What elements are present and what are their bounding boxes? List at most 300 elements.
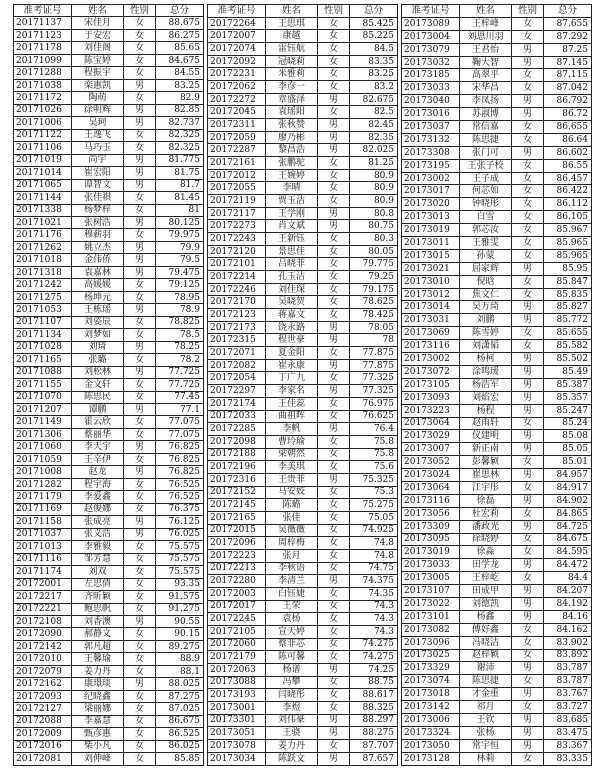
- gender-cell: 男: [512, 713, 544, 726]
- exam-id-cell: 20172060: [208, 638, 266, 651]
- score-cell: 81.775: [156, 154, 204, 166]
- table-row: [208, 701, 398, 714]
- table-row: [14, 653, 204, 665]
- table-row: [14, 17, 204, 29]
- name-cell: 夏金阳: [266, 347, 318, 360]
- exam-id-cell: 20171123: [14, 29, 72, 41]
- gender-cell: 女: [512, 275, 544, 288]
- score-cell: 77.075: [156, 428, 204, 440]
- score-cell: 79.9: [156, 241, 204, 253]
- table-row: [208, 271, 398, 284]
- table-row: [14, 453, 204, 465]
- name-cell: 鲍思帆: [72, 603, 124, 615]
- table-row: [402, 172, 592, 185]
- gender-cell: 女: [124, 229, 156, 241]
- table-row: [402, 224, 592, 237]
- gender-cell: 女: [124, 728, 156, 740]
- gender-cell: 女: [124, 690, 156, 702]
- gender-cell: 女: [318, 676, 350, 689]
- score-cell: 85.582: [544, 340, 592, 353]
- name-cell: 金伟侨: [72, 254, 124, 266]
- exam-id-cell: 20171137: [14, 17, 72, 29]
- name-cell: 屈家辉: [460, 262, 512, 275]
- table-row: [14, 216, 204, 228]
- gender-cell: 男: [512, 314, 544, 327]
- score-cell: 76.525: [156, 478, 204, 490]
- name-cell: 张杨: [460, 726, 512, 739]
- score-cell: 88.617: [350, 689, 398, 702]
- name-cell: 陈可馨: [266, 651, 318, 664]
- gender-cell: 女: [124, 653, 156, 665]
- table-row: [208, 144, 398, 157]
- table-row: [208, 55, 398, 68]
- name-cell: 王雅雯: [460, 237, 512, 250]
- gender-cell: 男: [512, 739, 544, 752]
- exam-id-cell: 20173105: [402, 378, 460, 391]
- score-cell: 90.55: [156, 615, 204, 627]
- exam-id-cell: 20171018: [14, 254, 72, 266]
- table-row: [402, 585, 592, 598]
- name-cell: 焦文仁: [460, 288, 512, 301]
- gender-cell: 女: [512, 327, 544, 340]
- score-cell: 82.35: [350, 131, 398, 144]
- exam-id-cell: 20172297: [208, 385, 266, 398]
- table-row: [208, 334, 398, 347]
- name-cell: 王张子校: [460, 159, 512, 172]
- score-cell: 80.125: [156, 216, 204, 228]
- table-row: [14, 29, 204, 41]
- gender-cell: 男: [318, 752, 350, 765]
- exam-id-cell: 20171262: [14, 241, 72, 253]
- table-row: [14, 54, 204, 66]
- exam-id-cell: 20173079: [402, 43, 460, 56]
- score-cell: 79.975: [156, 229, 204, 241]
- exam-id-cell: 20173052: [402, 456, 460, 469]
- name-cell: 王思琪: [266, 17, 318, 30]
- name-cell: 姜力丹: [266, 739, 318, 752]
- exam-id-cell: 20172316: [208, 473, 266, 486]
- exam-id-cell: 20172082: [208, 359, 266, 372]
- exam-id-cell: 20172165: [208, 511, 266, 524]
- table-row: [402, 353, 592, 366]
- gender-cell: 女: [124, 566, 156, 578]
- gender-cell: 女: [512, 198, 544, 211]
- gender-cell: 男: [318, 473, 350, 486]
- table-row: [402, 249, 592, 262]
- score-cell: 78.5: [156, 329, 204, 341]
- header-total-score: 总分: [350, 5, 398, 18]
- exam-id-cell: 20172221: [14, 603, 72, 615]
- exam-id-cell: 20171288: [14, 67, 72, 79]
- gender-cell: 女: [124, 17, 156, 29]
- name-cell: 高媛媛: [72, 279, 124, 291]
- name-cell: 李秋语: [266, 562, 318, 575]
- score-cell: 80.75: [350, 220, 398, 233]
- score-cell: 84.207: [544, 585, 592, 598]
- score-cell: 86.72: [544, 108, 592, 121]
- gender-cell: 女: [318, 233, 350, 246]
- table-row: [402, 95, 592, 108]
- exam-id-cell: 20172012: [208, 169, 266, 182]
- exam-id-cell: 20173029: [402, 430, 460, 443]
- name-cell: 徐磊: [460, 494, 512, 507]
- gender-cell: 女: [318, 296, 350, 309]
- gender-cell: 女: [512, 17, 544, 30]
- name-cell: 冯晓洁: [460, 636, 512, 649]
- score-cell: 75.6: [350, 461, 398, 474]
- name-cell: 张成亮: [72, 516, 124, 528]
- name-cell: 马安姣: [266, 486, 318, 499]
- score-cell: 85.847: [544, 275, 592, 288]
- gender-cell: 男: [512, 404, 544, 417]
- exam-id-cell: 20173016: [402, 108, 460, 121]
- gender-cell: 男: [512, 56, 544, 69]
- exam-id-cell: 20172105: [208, 625, 266, 638]
- name-cell: 刘姿辰: [72, 316, 124, 328]
- gender-cell: 男: [512, 610, 544, 623]
- gender-cell: 女: [318, 81, 350, 94]
- score-cell: 88.297: [350, 714, 398, 727]
- score-cell: 78.05: [350, 321, 398, 334]
- exam-id-cell: 20172179: [208, 651, 266, 664]
- table-row: [14, 628, 204, 640]
- gender-cell: 女: [318, 562, 350, 575]
- exam-id-cell: 20172074: [208, 43, 266, 56]
- table-row: [402, 752, 592, 765]
- table-row: [208, 309, 398, 322]
- score-cell: 79.775: [350, 258, 398, 271]
- score-cell: 75.575: [156, 541, 204, 553]
- gender-cell: 女: [512, 417, 544, 430]
- table-row: [402, 211, 592, 224]
- table-row: [402, 494, 592, 507]
- gender-cell: 女: [318, 448, 350, 461]
- gender-cell: 男: [512, 365, 544, 378]
- name-cell: 才金重: [460, 688, 512, 701]
- exam-id-cell: 20172079: [14, 665, 72, 677]
- exam-id-cell: 20172096: [208, 537, 266, 550]
- header-name: 姓名: [266, 5, 318, 18]
- exam-id-cell: 20172063: [208, 663, 266, 676]
- score-cell: 91.575: [156, 591, 204, 603]
- gender-cell: 女: [512, 30, 544, 43]
- name-cell: 吴万琦: [460, 301, 512, 314]
- exam-id-cell: 20173004: [402, 30, 460, 43]
- exam-id-cell: 20172161: [208, 157, 266, 170]
- gender-cell: 男: [318, 93, 350, 106]
- gender-cell: 女: [124, 316, 156, 328]
- table-row: [14, 266, 204, 278]
- table-row: [402, 108, 592, 121]
- table-row: [208, 511, 398, 524]
- table-row: [402, 198, 592, 211]
- score-cell: 77.325: [350, 372, 398, 385]
- gender-cell: 男: [318, 727, 350, 740]
- name-cell: 新正南: [460, 443, 512, 456]
- table-row: [402, 146, 592, 159]
- score-cell: 74.25: [350, 663, 398, 676]
- score-cell: 76.4: [350, 423, 398, 436]
- name-cell: 白雪: [460, 211, 512, 224]
- name-cell: 赵梓颖: [460, 649, 512, 662]
- table-row: [402, 133, 592, 146]
- exam-id-cell: 20172090: [14, 628, 72, 640]
- gender-cell: 男: [124, 79, 156, 91]
- gender-cell: 女: [124, 42, 156, 54]
- exam-id-cell: 20171144: [14, 192, 72, 204]
- gender-cell: 男: [512, 262, 544, 275]
- table-row: [208, 245, 398, 258]
- exam-id-cell: 20173022: [402, 597, 460, 610]
- exam-id-cell: 20172243: [208, 233, 266, 246]
- table-row: [402, 533, 592, 546]
- score-cell: 75.3: [350, 486, 398, 499]
- table-row: [208, 562, 398, 575]
- name-cell: 王佳蕊: [266, 397, 318, 410]
- table-row: [402, 262, 592, 275]
- score-cell: 74.3: [350, 625, 398, 638]
- gender-cell: 女: [318, 68, 350, 81]
- table-row: [402, 675, 592, 688]
- exam-id-cell: 20173096: [402, 636, 460, 649]
- score-cell: 78.9: [156, 304, 204, 316]
- exam-id-cell: 20172088: [14, 715, 72, 727]
- header-row: [208, 5, 398, 18]
- table-row: [208, 157, 398, 170]
- score-cell: 86.525: [156, 728, 204, 740]
- exam-id-cell: 20173002: [402, 353, 460, 366]
- name-cell: 陈跃文: [266, 752, 318, 765]
- table-row: [14, 329, 204, 341]
- score-cell: 84.902: [544, 494, 592, 507]
- exam-id-cell: 20171275: [14, 291, 72, 303]
- exam-id-cell: 20173051: [208, 727, 266, 740]
- score-cell: 87.25: [544, 43, 592, 56]
- gender-cell: 女: [124, 628, 156, 640]
- name-cell: 王学刚: [266, 207, 318, 220]
- gender-cell: 女: [318, 625, 350, 638]
- score-cell: 77.325: [350, 385, 398, 398]
- name-cell: 纪晓鑫: [72, 690, 124, 702]
- table-row: [402, 275, 592, 288]
- name-cell: 王贵菲: [266, 473, 318, 486]
- gender-cell: 女: [318, 511, 350, 524]
- name-cell: 姜力丹: [72, 665, 124, 677]
- table-row: [208, 372, 398, 385]
- header-name: 姓名: [72, 5, 124, 17]
- exam-id-cell: 20173019: [402, 546, 460, 559]
- gender-cell: 女: [124, 578, 156, 590]
- name-cell: 陈雪婷: [460, 327, 512, 340]
- name-cell: 金文轩: [72, 379, 124, 391]
- score-cell: 88.675: [156, 17, 204, 29]
- score-cell: 81: [156, 204, 204, 216]
- table-row: [402, 365, 592, 378]
- exam-id-cell: 20173006: [402, 713, 460, 726]
- name-cell: 吴晓贺: [266, 296, 318, 309]
- score-cell: 77.725: [156, 366, 204, 378]
- exam-id-cell: 20173223: [402, 404, 460, 417]
- table-row: [208, 448, 398, 461]
- exam-id-cell: 20173020: [402, 198, 460, 211]
- table-row: [208, 93, 398, 106]
- gender-cell: 女: [512, 752, 544, 765]
- name-cell: 李雅毅: [72, 541, 124, 553]
- score-cell: 86.602: [544, 146, 592, 159]
- gender-cell: 女: [124, 491, 156, 503]
- score-cell: 81.75: [156, 167, 204, 179]
- name-cell: 刘潇韬: [460, 340, 512, 353]
- score-cell: 86.025: [156, 740, 204, 752]
- score-cell: 76.375: [156, 503, 204, 515]
- name-cell: 李晴: [266, 182, 318, 195]
- table-row: [14, 316, 204, 328]
- exam-id-cell: 20172001: [14, 578, 72, 590]
- gender-cell: 男: [512, 726, 544, 739]
- name-cell: 李嘉慧: [72, 715, 124, 727]
- table-row: [402, 572, 592, 585]
- name-cell: 邹芳慧: [72, 553, 124, 565]
- name-cell: 张秋赞: [266, 119, 318, 132]
- gender-cell: 女: [318, 689, 350, 702]
- gender-cell: 女: [512, 224, 544, 237]
- name-cell: 田成甲: [460, 585, 512, 598]
- table-row: [402, 507, 592, 520]
- header-row: [402, 5, 592, 18]
- name-cell: 张佳祺: [72, 192, 124, 204]
- name-cell: 郭芯汝: [460, 224, 512, 237]
- gender-cell: 女: [318, 245, 350, 258]
- name-cell: 王子成: [460, 172, 512, 185]
- exam-id-cell: 20172010: [14, 653, 72, 665]
- name-cell: 蔡菲芯: [266, 638, 318, 651]
- name-cell: 程世豪: [266, 334, 318, 347]
- score-cell: 82.325: [156, 129, 204, 141]
- gender-cell: 女: [512, 172, 544, 185]
- name-cell: 贾玉洁: [266, 195, 318, 208]
- gender-cell: 男: [318, 321, 350, 334]
- table-row: [402, 636, 592, 649]
- exam-id-cell: 20173064: [402, 481, 460, 494]
- table-row: [208, 385, 398, 398]
- score-cell: 85.225: [350, 30, 398, 43]
- table-row: [208, 397, 398, 410]
- gender-cell: 女: [318, 638, 350, 651]
- name-cell: 景思佳: [266, 245, 318, 258]
- gender-cell: 女: [512, 237, 544, 250]
- table-row: [208, 106, 398, 119]
- table-row: [208, 727, 398, 740]
- header-gender: 性别: [318, 5, 350, 18]
- gender-cell: 男: [512, 443, 544, 456]
- exam-id-cell: 20172311: [208, 119, 266, 132]
- gender-cell: 男: [512, 520, 544, 533]
- table-row: [14, 740, 204, 752]
- name-cell: 冠晓莉: [266, 55, 318, 68]
- gender-cell: 女: [318, 30, 350, 43]
- gender-cell: 女: [512, 623, 544, 636]
- score-cell: 77.075: [156, 416, 204, 428]
- score-cell: 87.025: [156, 703, 204, 715]
- score-cell: 77.875: [350, 359, 398, 372]
- name-cell: 王钦: [460, 713, 512, 726]
- name-cell: 袁瑶阳: [266, 106, 318, 119]
- name-cell: 李煜: [266, 701, 318, 714]
- exam-id-cell: 20173116: [402, 494, 460, 507]
- gender-cell: 女: [512, 507, 544, 520]
- table-row: [14, 591, 204, 603]
- exam-id-cell: 20172007: [208, 30, 266, 43]
- gender-cell: 男: [124, 341, 156, 353]
- name-cell: 王辛伊: [72, 453, 124, 465]
- exam-id-cell: 20172246: [208, 283, 266, 296]
- name-cell: 刘鹏: [460, 314, 512, 327]
- table-row: [208, 651, 398, 664]
- score-cell: 80.9: [350, 182, 398, 195]
- table-row: [14, 715, 204, 727]
- gender-cell: 男: [124, 179, 156, 191]
- gender-cell: 女: [124, 428, 156, 440]
- score-cell: 84.675: [156, 54, 204, 66]
- score-cell: 86.675: [156, 715, 204, 727]
- name-cell: 宣天婷: [266, 625, 318, 638]
- table-row: [208, 714, 398, 727]
- gender-cell: 男: [512, 597, 544, 610]
- score-cell: 84.595: [544, 546, 592, 559]
- table-row: [14, 366, 204, 378]
- exam-id-cell: 20173031: [402, 314, 460, 327]
- table-row: [14, 416, 204, 428]
- exam-id-cell: 20171099: [14, 54, 72, 66]
- exam-id-cell: 20171014: [14, 167, 72, 179]
- score-cell: 76.975: [350, 397, 398, 410]
- table-row: [402, 649, 592, 662]
- header-total-score: 总分: [544, 5, 592, 18]
- name-cell: 孙蒙: [460, 249, 512, 262]
- exam-id-cell: 20172098: [208, 435, 266, 448]
- score-cell: 85.08: [544, 430, 592, 443]
- name-cell: 杨梦梓: [72, 204, 124, 216]
- gender-cell: 女: [124, 204, 156, 216]
- exam-id-cell: 20173011: [402, 237, 460, 250]
- gender-cell: 女: [318, 157, 350, 170]
- score-cell: 85.827: [544, 301, 592, 314]
- name-cell: 刘梦如: [72, 329, 124, 341]
- exam-id-cell: 20172092: [208, 55, 266, 68]
- exam-id-cell: 20171008: [14, 466, 72, 478]
- name-cell: 刘香澳: [72, 615, 124, 627]
- gender-cell: 女: [512, 82, 544, 95]
- gender-cell: 男: [318, 207, 350, 220]
- gender-cell: 男: [124, 167, 156, 179]
- score-cell: 83.475: [544, 726, 592, 739]
- name-cell: 康璟琰: [72, 678, 124, 690]
- exam-id-cell: 20172009: [14, 728, 72, 740]
- header-total-score: 总分: [156, 5, 204, 17]
- gender-cell: 男: [512, 494, 544, 507]
- score-table-3: [401, 4, 592, 766]
- gender-cell: 女: [512, 249, 544, 262]
- score-cell: 76.825: [156, 441, 204, 453]
- gender-cell: 女: [124, 54, 156, 66]
- name-cell: 仪建明: [460, 430, 512, 443]
- name-cell: 郭凡超: [72, 640, 124, 652]
- table-row: [14, 553, 204, 565]
- name-cell: 张鹏驼: [266, 157, 318, 170]
- table-row: [402, 559, 592, 572]
- score-cell: 82.325: [156, 142, 204, 154]
- exam-id-cell: 20172223: [208, 549, 266, 562]
